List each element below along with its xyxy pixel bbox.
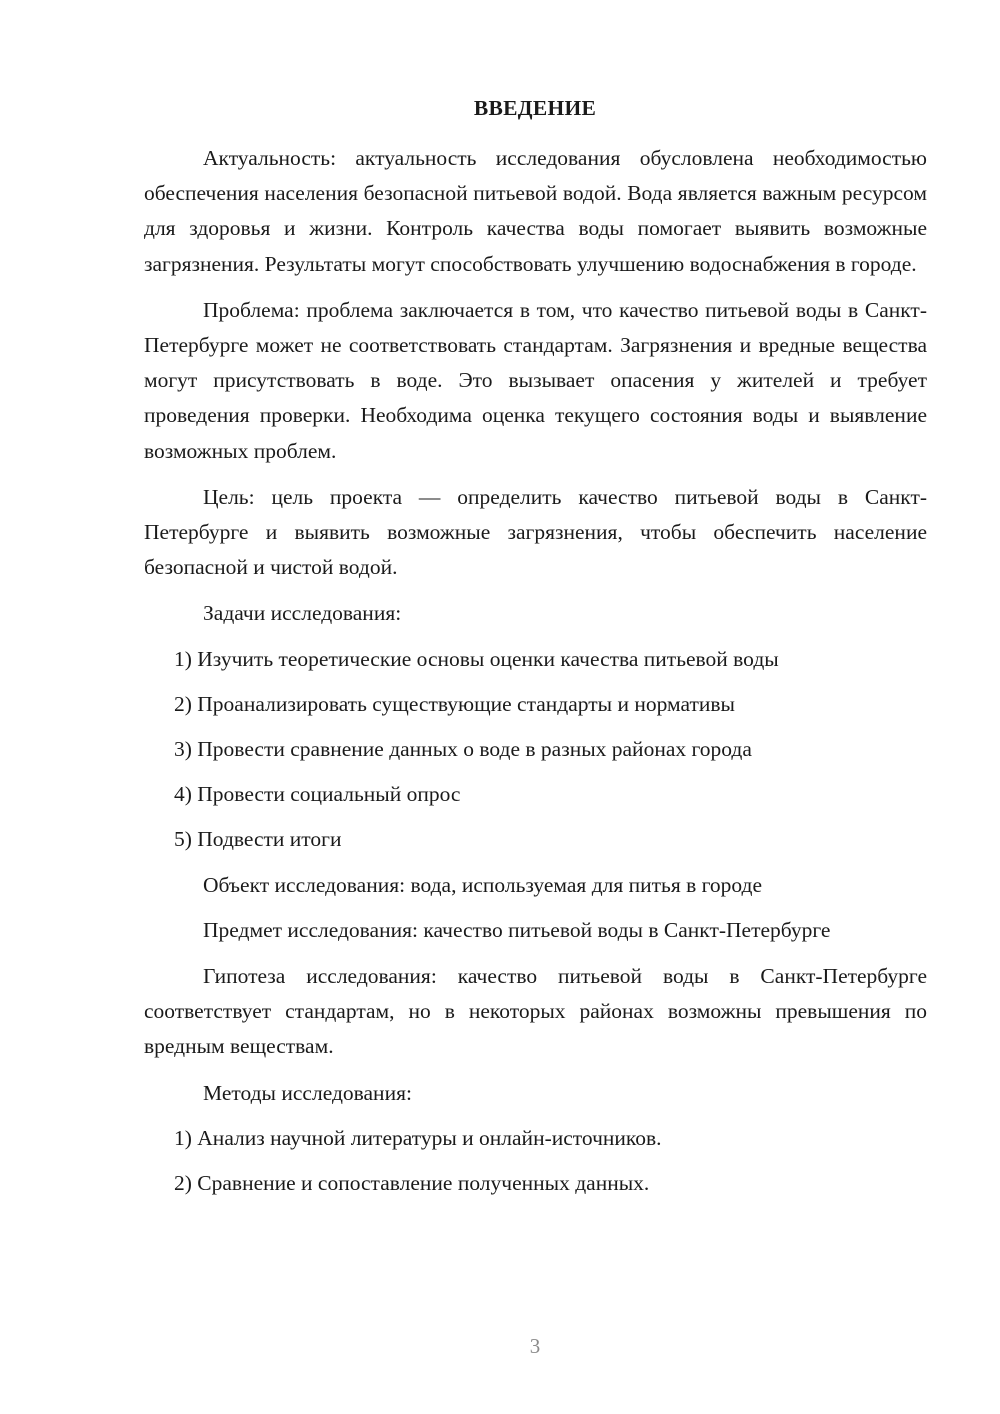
methods-heading: Методы исследования: xyxy=(203,1080,412,1105)
list-item: 4) Провести социальный опрос xyxy=(174,782,461,807)
relevance-paragraph: Актуальность: актуальность исследования обусловлена необходимостью обеспечения населения безопасной питьевой водой. Вода является важным ресурсом для здоровья и жизни. Контроль качества воды помогает выявить возможные загрязнения. Результаты могут способствовать улучшению водоснабжения в городе. xyxy=(144,146,927,276)
problem-paragraph: Проблема: проблема заключается в том, что качество питьевой воды в Санкт-Петербурге может не соответствовать стандартам. Загрязнения и вредные вещества могут присутствовать в воде. Это вызывает опасения у жителей и требует проведения проверки. Необходима оценка текущего состояния воды и выявление возможных проблем. xyxy=(144,297,927,463)
methods-list xyxy=(144,1121,927,1201)
list-item: 1) Изучить теоретические основы оценки качества питьевой воды xyxy=(174,646,779,671)
hypothesis-paragraph: Гипотеза исследования: качество питьевой воды в Санкт-Петербурге соответствует стандартам, но в некоторых районах возможны превышения по вредным веществам. xyxy=(144,964,927,1059)
list-item: 2) Проанализировать существующие стандарты и нормативы xyxy=(174,691,735,716)
list-item: 2) Сравнение и сопоставление полученных данных. xyxy=(174,1171,650,1196)
list-item: 1) Анализ научной литературы и онлайн-источников. xyxy=(174,1125,662,1150)
list-item: 5) Подвести итоги xyxy=(174,827,342,852)
subject-paragraph: Предмет исследования: качество питьевой воды в Санкт-Петербурге xyxy=(203,917,831,942)
body-text xyxy=(144,141,927,1211)
page-number: 3 xyxy=(529,1334,541,1358)
goal-paragraph: Цель: цель проекта — определить качество питьевой воды в Санкт-Петербурге и выявить возможные загрязнения, чтобы обеспечить население безопасной и чистой водой. xyxy=(144,484,927,580)
tasks-heading: Задачи исследования: xyxy=(203,601,402,626)
object-paragraph: Объект исследования: вода, используемая для питья в городе xyxy=(203,872,763,897)
section-heading: ВВЕДЕНИЕ xyxy=(473,96,597,120)
list-item: 3) Провести сравнение данных о воде в разных районах города xyxy=(174,737,752,762)
tasks-list xyxy=(144,642,927,858)
